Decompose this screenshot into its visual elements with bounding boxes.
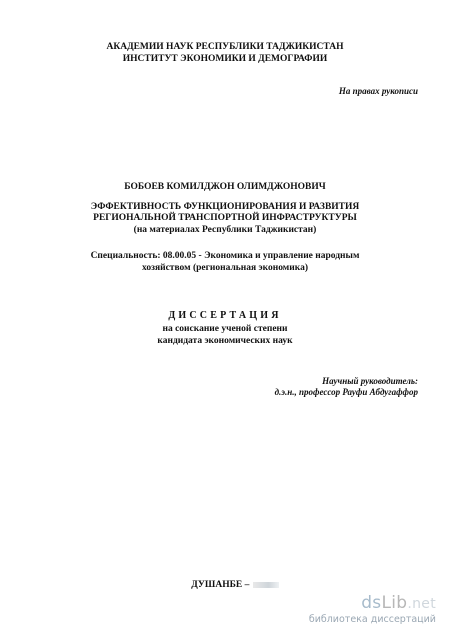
title-line-2: РЕГИОНАЛЬНОЙ ТРАНСПОРТНОЙ ИНФРАСТРУКТУРЫ	[93, 213, 357, 223]
degree-line-1: на соискание ученой степени	[162, 324, 288, 334]
title-line-1: ЭФФЕКТИВНОСТЬ ФУНКЦИОНИРОВАНИЯ И РАЗВИТИЯ	[90, 202, 360, 212]
manuscript-note: На правах рукописи	[338, 86, 418, 96]
academy-name: АКАДЕМИИ НАУК РЕСПУБЛИКИ ТАДЖИКИСТАН	[106, 42, 344, 52]
city-label: ДУШАНБЕ –	[191, 580, 252, 590]
obscured-year	[253, 582, 279, 588]
specialty-line-2: хозяйством (региональная экономика)	[142, 263, 308, 273]
dissertation-heading: ДИССЕРТАЦИЯ	[168, 310, 282, 321]
specialty-line-1: Специальность: 08.00.05 - Экономика и управление народным	[90, 251, 360, 261]
city-year	[0, 580, 450, 591]
title-line-3: (на материалах Республики Таджикистан)	[133, 225, 317, 235]
watermark-logo: dsLib.net	[361, 593, 436, 613]
watermark	[309, 594, 436, 625]
institute-name: ИНСТИТУТ ЭКОНОМИКИ И ДЕМОГРАФИИ	[122, 54, 328, 64]
watermark-subtitle: библиотека диссертаций	[308, 614, 436, 625]
author-name: БОБОЕВ КОМИЛДЖОН ОЛИМДЖОНОВИЧ	[124, 182, 326, 192]
supervisor-name: д.э.н., профессор Рауфи Абдугаффор	[274, 387, 418, 397]
supervisor-label: Научный руководитель:	[322, 376, 418, 386]
degree-line-2: кандидата экономических наук	[157, 336, 293, 346]
